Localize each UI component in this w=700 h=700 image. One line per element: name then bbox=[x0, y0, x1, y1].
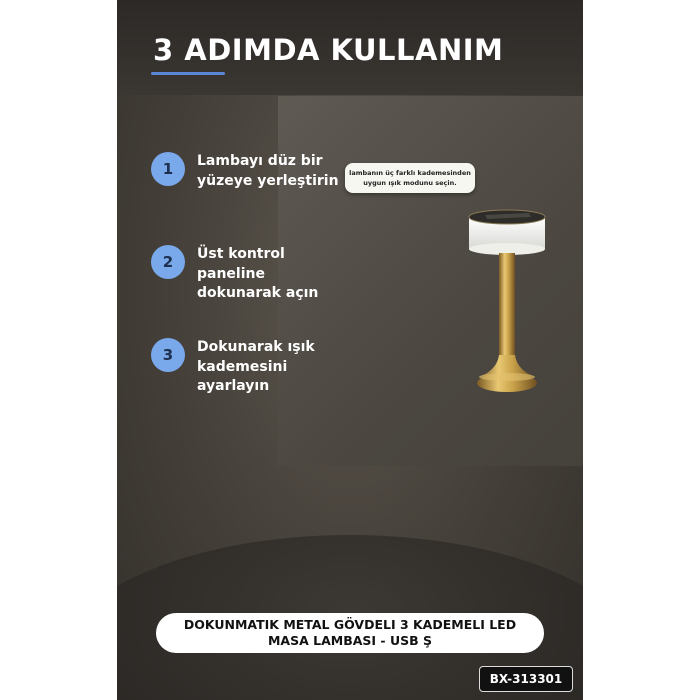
title-underline bbox=[151, 72, 225, 75]
step-number-badge: 3 bbox=[151, 338, 185, 372]
callout-text: lambanın üç farklı kademesinden uygun ışık modunu seçin. bbox=[349, 169, 471, 187]
page-title: 3 ADIMDA KULLANIM bbox=[153, 33, 504, 67]
step-text: Lambayı düz bir yüzeye yerleştirin bbox=[197, 153, 339, 189]
step-text: Üst kontrol paneline dokunarak açın bbox=[197, 246, 319, 301]
callout-bubble bbox=[345, 163, 475, 193]
product-name: DOKUNMATIK METAL GÖVDELI 3 KADEMELI LED MASA LAMBASI - USB Ş bbox=[183, 617, 517, 648]
step-text: Dokunarak ışık kademesini ayarlayın bbox=[197, 339, 315, 394]
product-code-badge: BX-313301 bbox=[479, 666, 573, 692]
table-lamp-icon bbox=[457, 205, 557, 405]
main-panel bbox=[117, 0, 583, 700]
product-name-banner bbox=[156, 613, 544, 653]
step-number-badge: 2 bbox=[151, 245, 185, 279]
step-number-badge: 1 bbox=[151, 152, 185, 186]
